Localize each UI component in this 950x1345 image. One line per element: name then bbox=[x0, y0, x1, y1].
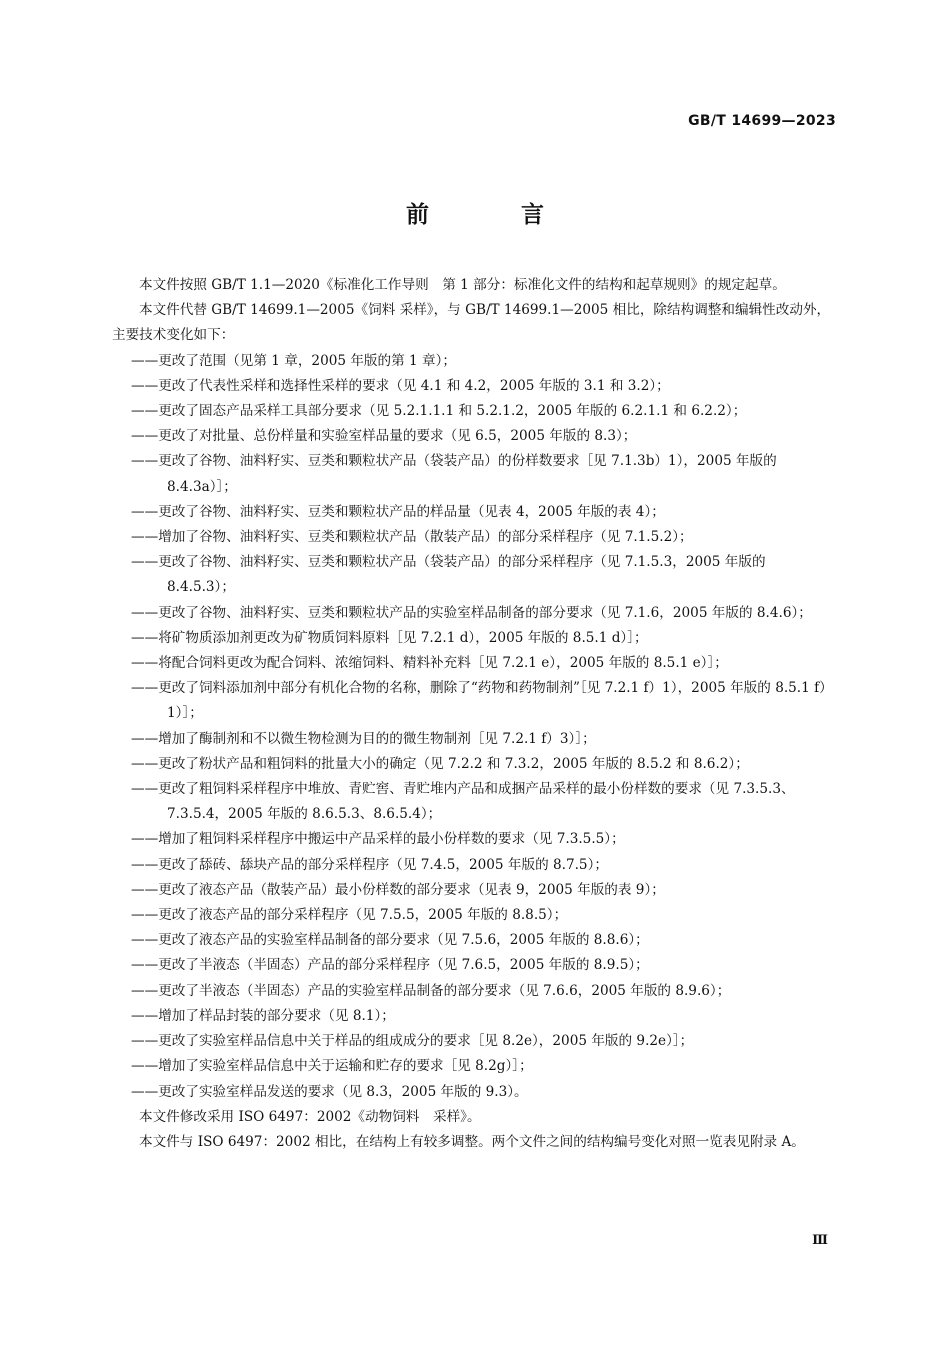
change-item: ——更改了半液态（半固态）产品的部分采样程序（见 7.6.5，2005 年版的 8.9.5）； bbox=[131, 957, 649, 974]
change-item: ——更改了谷物、油料籽实、豆类和颗粒状产品的实验室样品制备的部分要求（见 7.1.6，2005 年版的 8.4.6）； bbox=[131, 604, 812, 621]
change-item: ——增加了粗饲料采样程序中搬运中产品采样的最小份样数的要求（见 7.3.5.5）； bbox=[131, 831, 625, 848]
change-item: ——更改了粉状产品和粗饲料的批量大小的确定（见 7.2.2 和 7.3.2，2005 年版的 8.5.2 和 8.6.2）； bbox=[131, 755, 749, 772]
change-item: ——更改了实验室样品发送的要求（见 8.3，2005 年版的 9.3）。 bbox=[131, 1083, 528, 1100]
standard-code: GB/T 14699—2023 bbox=[688, 113, 836, 129]
foreword-body bbox=[112, 273, 836, 1155]
change-item: ——更改了对批量、总份样量和实验室样品量的要求（见 6.5，2005 年版的 8.3）； bbox=[131, 428, 637, 445]
changes-list bbox=[112, 349, 836, 1105]
change-item: ——更改了饲料添加剂中部分有机化合物的名称，删除了“药物和药物制剂”［见 7.2.1 f）1），2005 年版的 8.5.1 f）1）］； bbox=[131, 680, 833, 722]
change-item: ——将矿物质添加剂更改为矿物质饲料原料［见 7.2.1 d），2005 年版的 8.5.1 d）］； bbox=[131, 629, 648, 646]
change-item: ——更改了代表性采样和选择性采样的要求（见 4.1 和 4.2，2005 年版的 3.1 和 3.2）； bbox=[131, 377, 670, 394]
change-item: ——更改了谷物、油料籽实、豆类和颗粒状产品（袋装产品）的部分采样程序（见 7.1.5.3，2005 年版的 8.4.5.3）； bbox=[131, 554, 766, 596]
change-item: ——更改了液态产品的部分采样程序（见 7.5.5，2005 年版的 8.8.5）； bbox=[131, 907, 568, 924]
change-item: ——更改了液态产品的实验室样品制备的部分要求（见 7.5.6，2005 年版的 8.8.6）； bbox=[131, 932, 649, 949]
change-item: ——增加了谷物、油料籽实、豆类和颗粒状产品（散装产品）的部分采样程序（见 7.1.5.2）； bbox=[131, 529, 693, 546]
closing-paragraph-2: 本文件与 ISO 6497：2002 相比，在结构上有较多调整。两个文件之间的结构编号变化对照一览表见附录 A。 bbox=[139, 1133, 805, 1150]
intro-paragraph-1: 本文件按照 GB/T 1.1—2020《标准化工作导则 第 1 部分：标准化文件的结构和起草规则》的规定起草。 bbox=[139, 277, 786, 293]
change-item: ——增加了实验室样品信息中关于运输和贮存的要求［见 8.2g）］； bbox=[131, 1058, 533, 1075]
page-number: Ⅲ bbox=[812, 1233, 828, 1248]
change-item: ——更改了谷物、油料籽实、豆类和颗粒状产品（袋装产品）的份样数要求［见 7.1.3b）1），2005 年版的 8.4.3a）］； bbox=[131, 453, 777, 495]
change-item: ——更改了范围（见第 1 章，2005 年版的第 1 章）； bbox=[131, 352, 456, 369]
change-item: ——更改了固态产品采样工具部分要求（见 5.2.1.1.1 和 5.2.1.2，2005 年版的 6.2.1.1 和 6.2.2）； bbox=[131, 403, 747, 420]
intro-paragraph-2: 本文件代替 GB/T 14699.1—2005《饲料 采样》，与 GB/T 14699.1—2005 相比，除结构调整和编辑性改动外，主要技术变化如下： bbox=[112, 302, 831, 344]
change-item: ——更改了舔砖、舔块产品的部分采样程序（见 7.4.5，2005 年版的 8.7.5）； bbox=[131, 856, 608, 873]
change-item: ——更改了液态产品（散装产品）最小份样数的部分要求（见表 9，2005 年版的表 9）； bbox=[131, 881, 665, 898]
change-item: ——更改了半液态（半固态）产品的实验室样品制备的部分要求（见 7.6.6，2005 年版的 8.9.6）； bbox=[131, 982, 731, 999]
change-item: ——增加了酶制剂和不以微生物检测为目的的微生物制剂［见 7.2.1 f）3）］； bbox=[131, 730, 596, 747]
change-item: ——将配合饲料更改为配合饲料、浓缩饲料、精料补充料［见 7.2.1 e），2005 年版的 8.5.1 e）］； bbox=[131, 655, 728, 672]
change-item: ——增加了样品封装的部分要求（见 8.1）； bbox=[131, 1007, 395, 1024]
change-item: ——更改了谷物、油料籽实、豆类和颗粒状产品的样品量（见表 4，2005 年版的表 4）； bbox=[131, 503, 665, 520]
change-item: ——更改了粗饲料采样程序中堆放、青贮窖、青贮堆内产品和成捆产品采样的最小份样数的要求（见 7.3.5.3、7.3.5.4，2005 年版的 8.6.5.3、8.6.5.4）； bbox=[131, 781, 795, 823]
closing-paragraph-1: 本文件修改采用 ISO 6497：2002《动物饲料 采样》。 bbox=[139, 1108, 481, 1125]
page-title: 前 言 bbox=[405, 202, 586, 228]
change-item: ——更改了实验室样品信息中关于样品的组成成分的要求［见 8.2e），2005 年版的 9.2e）］； bbox=[131, 1033, 694, 1050]
